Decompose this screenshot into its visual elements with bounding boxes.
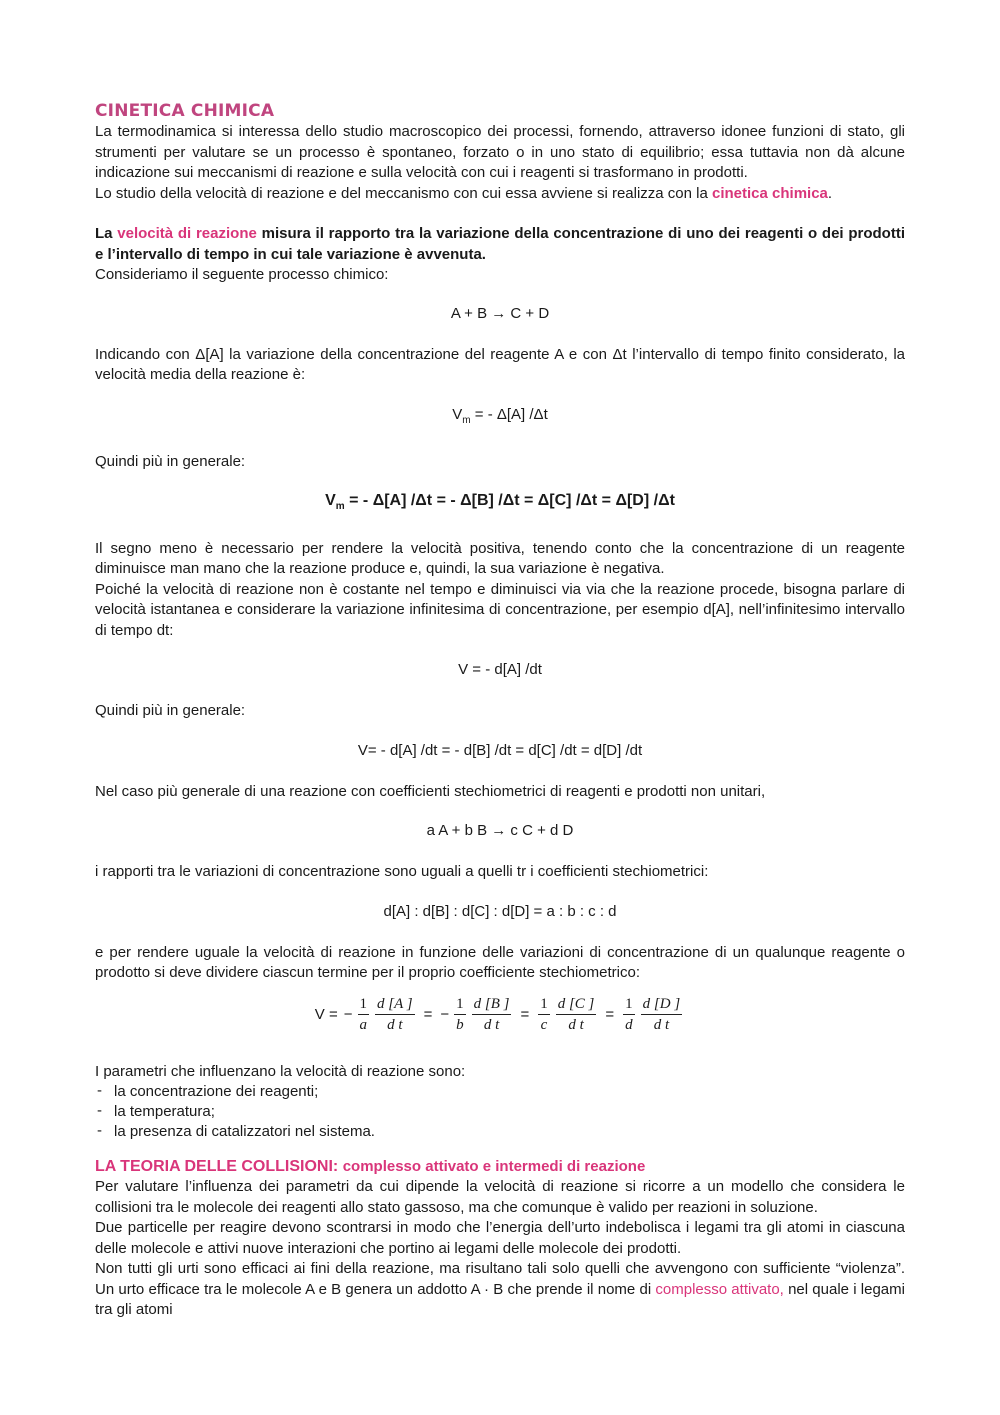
fraction-1-d <box>623 996 635 1034</box>
frac-den: d <box>625 1016 633 1033</box>
paragraph-segno-meno: Il segno meno è necessario per rendere la velocità positiva, tenendo conto che la concentrazione di un reagente diminuisce man mano che la reazione produce e, quindi, la sua variazione è negativa. <box>95 539 905 578</box>
paragraph-poiche: Poiché la velocità di reazione non è costante nel tempo e diminuisci via via che la reazione procede, bisogna parlare di velocità istantanea e considerare la variazione infinitesima di concentrazione, per esempio d[A], nell’infinitesimo intervallo di tempo dt: <box>95 580 905 639</box>
fraction-1-a <box>358 996 370 1034</box>
frac-den: a <box>359 1016 367 1033</box>
paragraph-indicando: Indicando con Δ[A] la variazione della concentrazione del reagente A e con Δt l’intervallo di tempo finito considerato, la velocità media della reazione è: <box>95 345 905 383</box>
equation-ratios: d[A] : d[B] : d[C] : d[D] = a : b : c : d <box>383 902 617 920</box>
fraction-dA-dt <box>375 996 415 1034</box>
document-page <box>95 100 905 1321</box>
paragraph-collisioni-3 <box>95 1259 905 1321</box>
title-sub: complesso attivato e intermedi di reazione <box>342 1158 646 1176</box>
equation-v-general: V= - d[A] /dt = - d[B] /dt = d[C] /dt = d[D] /dt <box>357 741 643 759</box>
parameters-list <box>95 1082 905 1142</box>
equation-vm <box>95 405 905 431</box>
eq-v: V <box>452 405 463 423</box>
frac-den: d t <box>653 1016 670 1033</box>
text: La <box>95 225 118 242</box>
equation-v-instant: V = - d[A] /dt <box>458 661 542 679</box>
equals-sign: = <box>520 1006 530 1024</box>
paragraph-collisioni-1: Per valutare l’influenza dei parametri da cui dipende la velocità di reazione si ricorre a un modello che considera le collisioni tra le molecole dei reagenti allo stato gassoso, ma che comunque è valido per reazioni in soluzione. <box>95 1178 905 1216</box>
equation-reaction: A + B → C + D <box>450 304 550 322</box>
highlight-cinetica-chimica: cinetica chimica <box>712 184 828 202</box>
frac-den: c <box>540 1016 548 1033</box>
highlight-velocita-reazione: velocità di reazione <box>117 225 257 242</box>
paragraph-cinetica-def <box>95 184 905 205</box>
frac-den: d t <box>387 1016 403 1033</box>
paragraph-quindi-1: Quindi più in generale: <box>95 452 246 470</box>
paragraph-nel-caso: Nel caso più generale di una reazione con coefficienti stechiometrici di reagenti e prodotti non unitari, <box>95 782 766 800</box>
frac-den: d t <box>483 1016 500 1033</box>
paragraph-collisioni-2: Due particelle per reagire devono scontrarsi in modo che l’energia dell’urto indebolisca i legami tra gli atomi in ciascuna delle molecole e attivi nuove interazioni che portino ai legami delle molecole dei prodotti. <box>95 1219 905 1257</box>
frac-num: 1 <box>538 996 550 1015</box>
eq-sub: m <box>335 501 345 513</box>
eq-v-label: V = <box>314 1006 338 1024</box>
eq-v: V <box>325 492 336 509</box>
paragraph-per-rendere: e per rendere uguale la velocità di reazione in funzione delle variazioni di concentrazione di un qualunque reagente o prodotto si deve dividere ciascun termine per il proprio coefficiente stechiometrico: <box>95 943 905 982</box>
section-title-cinetica: CINETICA CHIMICA <box>95 101 275 121</box>
highlight-complesso-attivato: complesso attivato, <box>655 1280 784 1298</box>
fraction-1-b <box>454 996 466 1034</box>
frac-num: 1 <box>623 996 635 1015</box>
minus-sign: − <box>343 1006 353 1024</box>
paragraph-quindi-2: Quindi più in generale: <box>95 702 246 720</box>
frac-num: 1 <box>358 996 370 1015</box>
eq-rest: = - Δ[A] /Δt = - Δ[B] /Δt = Δ[C] /Δt = Δ[D] /Δt <box>344 492 675 509</box>
equals-sign: = <box>605 1006 615 1024</box>
text: nel quale i legami tra gli atomi <box>95 1280 905 1319</box>
equals-sign: = <box>423 1006 433 1024</box>
eq-rest: = - Δ[A] /Δt <box>470 405 548 423</box>
list-item: - la temperatura; <box>95 1102 905 1122</box>
paragraph-parametri: I parametri che influenzano la velocità di reazione sono: <box>95 1062 466 1080</box>
frac-den: b <box>456 1016 464 1033</box>
frac-num: d [A ] <box>375 996 415 1015</box>
frac-num: d [B ] <box>472 996 512 1015</box>
fraction-1-c <box>538 996 550 1034</box>
text: misura il rapporto tra la variazione della concentrazione di uno dei reagenti o dei prodotti e l’intervallo di tempo in cui tale variazione è avvenuta. <box>95 225 905 263</box>
text: Lo studio della velocità di reazione e del meccanismo con cui essa avviene si realizza con la <box>95 184 712 202</box>
frac-num: 1 <box>454 996 466 1015</box>
section-title-collisioni <box>95 1156 905 1177</box>
frac-num: d [C ] <box>556 996 597 1015</box>
fraction-dD-dt <box>641 996 683 1034</box>
minus-sign: − <box>440 1006 450 1024</box>
fraction-dC-dt <box>556 996 597 1034</box>
paragraph-intro: La termodinamica si interessa dello studio macroscopico dei processi, fornendo, attraverso idonee funzioni di stato, gli strumenti per valutare se un processo è spontaneo, forzato o in uno stato di equilibrio; essa tuttavia non dà alcune indicazione sui meccanismi di reazione e sulla velocità con cui i reagenti si trasformano in prodotti. <box>95 123 905 181</box>
list-item: - la concentrazione dei reagenti; <box>95 1082 905 1102</box>
paragraph-consideriamo: Consideriamo il seguente processo chimico: <box>95 266 389 283</box>
eq-sub: m <box>462 414 471 426</box>
equation-vm-general <box>95 491 905 518</box>
definition-velocita <box>95 224 905 265</box>
equation-fraction-rate <box>95 990 905 1040</box>
text: . <box>827 184 833 202</box>
paragraph-rapporti: i rapporti tra le variazioni di concentrazione sono uguali a quelli tr i coefficienti stechiometrici: <box>95 863 709 881</box>
fraction-dB-dt <box>472 996 512 1034</box>
text: Non tutti gli urti sono efficaci ai fini della reazione, ma risultano tali solo quelli che avvengono con sufficiente “violenza”. Un urto efficace tra le molecole A e B genera un addotto A · B che prende il nome di <box>95 1260 905 1298</box>
title-main: LA TEORIA DELLE COLLISIONI: <box>95 1158 343 1176</box>
frac-den: d t <box>568 1016 584 1033</box>
list-item: - la presenza di catalizzatori nel sistema. <box>95 1122 905 1142</box>
frac-num: d [D ] <box>641 996 683 1015</box>
equation-stoich-reaction: a A + b B → c C + d D <box>426 822 574 840</box>
